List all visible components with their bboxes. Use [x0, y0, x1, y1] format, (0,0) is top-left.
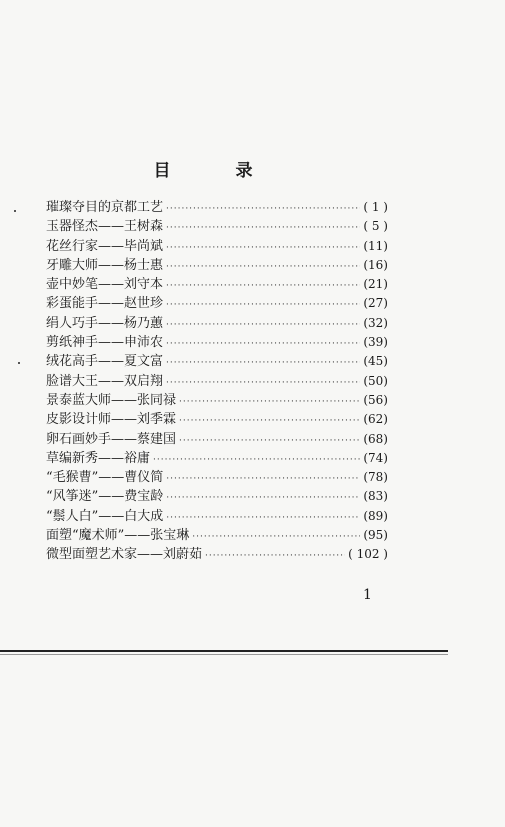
toc-entry [46, 275, 388, 294]
toc-entry [46, 372, 388, 391]
toc-leader-dots [166, 296, 360, 315]
toc-entry-page: (78) [363, 470, 388, 485]
toc-leader-dots [179, 393, 360, 412]
toc-entry-title: 草编新秀——裕庸 [46, 450, 151, 466]
toc-entry-page: (50) [363, 373, 388, 388]
scan-speck [14, 210, 16, 212]
toc-entry [46, 487, 388, 506]
toc-entry [46, 198, 388, 217]
toc-entry [46, 430, 388, 449]
toc-entry-title: “毛猴曹”——曹仪简 [46, 470, 164, 486]
toc-leader-dots [166, 277, 360, 296]
toc-leader-dots [153, 451, 360, 470]
toc-entry [46, 256, 388, 275]
toc-leader-dots [205, 547, 345, 566]
toc-entry [46, 237, 388, 256]
toc-entry-title: 玉器怪杰——王树森 [46, 219, 164, 235]
toc-leader-dots [192, 528, 360, 547]
toc-entry [46, 545, 388, 564]
toc-entry [46, 468, 388, 487]
toc-entry-page: (27) [363, 296, 388, 311]
toc-leader-dots [166, 489, 360, 508]
toc-entry-page: (39) [363, 335, 388, 350]
toc-entry [46, 410, 388, 429]
toc-entry-title: 剪纸神手——申沛农 [46, 335, 164, 351]
toc-entry-page: ( 1 ) [363, 200, 388, 214]
page-number: 1 [363, 587, 372, 603]
toc-leader-dots [166, 470, 360, 489]
toc-entry-title: 牙雕大师——杨士惠 [46, 257, 164, 273]
page-edge-rule-shadow [0, 654, 448, 655]
toc-entry [46, 391, 388, 410]
toc-leader-dots [166, 374, 360, 393]
page-title: 目 录 [153, 161, 277, 181]
toc-entry-page: (89) [363, 508, 388, 523]
toc-entry-title: 面塑“魔术师”——张宝琳 [46, 528, 190, 544]
toc-entry-page: (16) [363, 257, 388, 272]
toc-entry-page: (21) [363, 277, 388, 292]
toc-entry-page: ( 102 ) [348, 547, 388, 562]
toc-entry-title: 绒花高手——夏文富 [46, 354, 164, 370]
toc-entry-title: 卵石画妙手——蔡建国 [46, 431, 177, 447]
scan-speck [18, 362, 20, 364]
page-edge-rule [0, 650, 448, 652]
toc-entry-page: (74) [363, 450, 388, 465]
toc-entry-title: “鬃人白”——白大成 [46, 508, 164, 524]
toc-entry-title: 彩蛋能手——赵世珍 [46, 296, 164, 312]
toc-entry-page: (83) [363, 489, 388, 504]
toc-entry-page: ( 5 ) [363, 219, 388, 234]
toc-entry-title: 景泰蓝大师——张同禄 [46, 392, 177, 408]
toc-entry-page: (95) [363, 528, 388, 543]
toc-entry [46, 314, 388, 333]
toc-entry [46, 507, 388, 526]
toc-leader-dots [179, 412, 360, 431]
toc-leader-dots [166, 509, 360, 528]
toc-entry-title: 壶中妙笔——刘守本 [46, 277, 164, 293]
toc-entry-title: 绢人巧手——杨乃蕙 [46, 315, 164, 331]
toc-entry-page: (45) [363, 354, 388, 369]
toc-leader-dots [166, 335, 360, 354]
toc-entry-title: “风筝迷”——费宝龄 [46, 489, 164, 505]
toc-entry-title: 皮影设计师——刘季霖 [46, 412, 177, 428]
toc-entry [46, 352, 388, 371]
toc-entry-page: (32) [363, 315, 388, 330]
toc-entry-title: 璀璨夺目的京都工艺 [46, 200, 164, 215]
table-of-contents [46, 198, 388, 565]
toc-entry-page: (56) [363, 392, 388, 407]
toc-entry-title: 花丝行家——毕尚斌 [46, 238, 164, 254]
toc-entry [46, 333, 388, 352]
toc-entry-page: (68) [363, 431, 388, 446]
toc-leader-dots [179, 432, 360, 451]
toc-entry-title: 微型面塑艺术家——刘蔚茹 [46, 547, 203, 563]
toc-entry [46, 217, 388, 236]
toc-leader-dots [166, 258, 360, 277]
toc-entry [46, 449, 388, 468]
toc-leader-dots [166, 239, 360, 258]
toc-leader-dots [166, 219, 360, 238]
toc-entry-title: 脸谱大王——双启翔 [46, 373, 164, 389]
toc-leader-dots [166, 316, 360, 335]
toc-leader-dots [166, 200, 360, 219]
toc-leader-dots [166, 354, 360, 373]
toc-entry-page: (11) [363, 238, 388, 253]
toc-entry [46, 526, 388, 545]
toc-entry-page: (62) [363, 412, 388, 427]
toc-entry [46, 294, 388, 313]
